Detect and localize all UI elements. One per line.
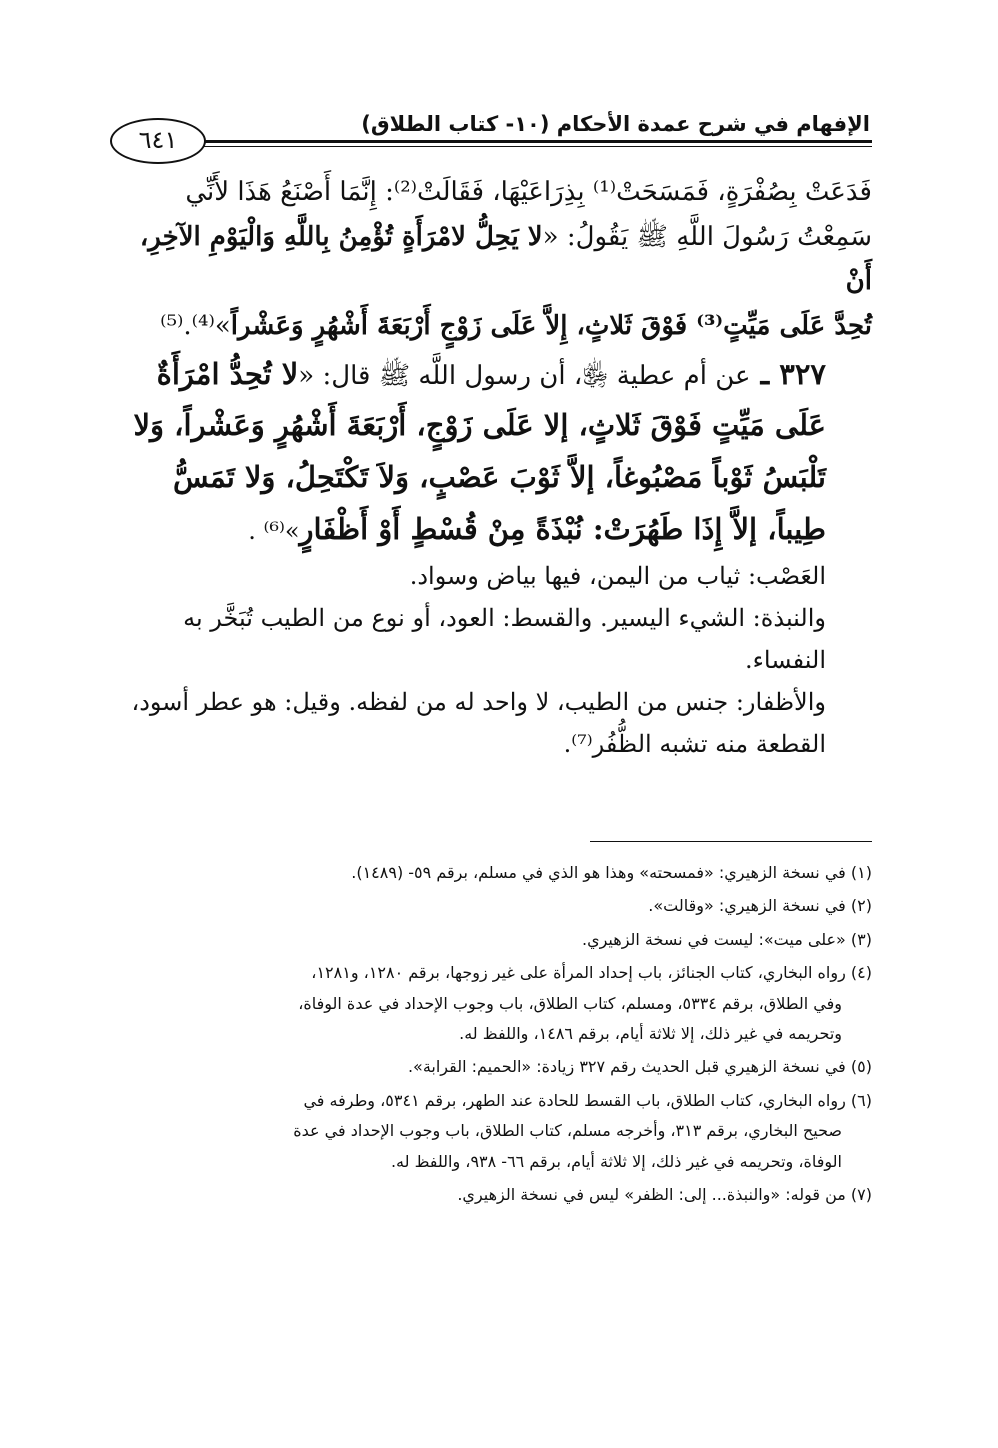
footnotes (126, 858, 872, 1213)
running-header-title: الإفهام في شرح عمدة الأحكام (١٠- كتاب الطلاق) (361, 112, 870, 136)
footnote-6-cont-1: صحيح البخاري، برقم ٣١٣، وأخرجه مسلم، كتاب الطلاق، باب وجوب الإحداد في عدة (293, 1121, 842, 1141)
footnote-6-cont-2: الوفاة، وتحريمه في غير ذلك، إلا ثلاثة أيام، برقم ٦٦- ٩٣٨، واللفظ له. (390, 1151, 842, 1171)
gloss-azfar: والأظفار: جنس من الطيب، لا واحد له من لفظه. وقيل: هو عطر أسود، القطعة منه تشبه الظُّفُر⁽⁷⁾. (131, 688, 826, 759)
main-text (126, 170, 872, 765)
gloss-nubdha: والنبذة: الشيء اليسير. والقسط: العود، أو نوع من الطيب تُبَخَّر به النفساء. (183, 604, 826, 675)
footnote-4: (٤) رواه البخاري، كتاب الجنائز، باب إحداد المرأة على غير زوجها، برقم ١٢٨٠، و١٢٨١، (311, 963, 872, 983)
footnote-7: (٧) من قوله: «والنبذة... إلى: الظفر» ليس في نسخة الزهيري. (457, 1184, 872, 1204)
header-rule-thin (198, 146, 872, 147)
footnote-separator (590, 841, 872, 842)
line-3-end: »⁽⁴⁾.⁽⁵⁾ (160, 311, 231, 342)
text-line-2 (126, 215, 872, 304)
page-number: ٦٤١ (138, 126, 178, 154)
hadith-text: لا تُحِدُّ امْرَأَةٌ عَلَى مَيِّتٍ فَوْقَ ثَلاثٍ، إلا عَلَى زَوْجٍ، أَرْبَعَةَ أَشْهُرٍ وَعَشْراً، وَلا تَلْبَسُ ثَوْباً مَصْبُوغاً، إلاَّ ثَوْبَ عَصْبٍ، وَلاَ تَكْتَحِلُ، وَلا تَمَسُّ طِيباً، إلاَّ إِذَا طَهُرَتْ: نُبْذَةً مِنْ قُسْطٍ أَوْ أَظْفَارٍ (133, 356, 826, 546)
hadith-number: ٣٢٧ ـ (760, 356, 826, 391)
line-3-bold: تُحِدَّ عَلَى مَيِّتٍ⁽³⁾ فَوْقَ ثَلاثٍ، إِلاَّ عَلَى زَوْجٍ أَرْبَعَةَ أَشْهُرٍ وَعَشْراً (230, 311, 872, 342)
header-rule-thick (198, 140, 872, 143)
footnote-4-cont-2: وتحريمه في غير ذلك، إلا ثلاثة أيام، برقم ١٤٨٦، واللفظ له. (459, 1023, 842, 1043)
text-line-1 (126, 170, 872, 215)
footnote-3: (٣) «على ميت»: ليست في نسخة الزهيري. (581, 929, 872, 949)
footnote-1: (١) في نسخة الزهيري: «فمسحته» وهذا هو الذي في مسلم، برقم ٥٩- (١٤٨٩). (351, 863, 872, 882)
hadith-end: »⁽⁶⁾ . (248, 516, 300, 545)
hadith-paragraph (126, 349, 872, 555)
gloss-asb: العَصْب: ثياب من اليمن، فيها بياض وسواد. (409, 562, 826, 591)
footnote-5: (٥) في نسخة الزهيري قبل الحديث رقم ٣٢٧ زيادة: «الحميم: القرابة». (407, 1057, 872, 1077)
hadith-intro: عن أم عطية ﵂، أن رسول اللَّه ﷺ قال: « (298, 360, 751, 391)
text-line-3 (126, 304, 872, 349)
footnote-6: (٦) رواه البخاري، كتاب الطلاق، باب القسط للحادة عند الطهر، برقم ٥٣٤١، وطرفه في (303, 1090, 872, 1110)
footnote-2: (٢) في نسخة الزهيري: «وقالت». (648, 896, 872, 916)
line-2-plain: سَمِعْتُ رَسُولَ اللَّهِ ﷺ يَقُولُ: « (542, 221, 872, 252)
footnote-4-cont-1: وفي الطلاق، برقم ٥٣٣٤، ومسلم، كتاب الطلاق، باب وجوب الإحداد في عدة الوفاة، (298, 993, 842, 1013)
line-1-text: فَدَعَتْ بِصُفْرَةٍ، فَمَسَحَتْ⁽¹⁾ بِذِرَاعَيْهَا، فَقَالَتْ⁽²⁾: إِنَّمَا أَصْنَعُ هَذَا لأَنِّي (185, 177, 872, 207)
page-number-oval (110, 118, 206, 164)
line-2-bold: لا يَحِلُّ لامْرَأَةٍ تُؤْمِنُ بِاللَّهِ وَالْيَوْمِ الآخِرِ، أَنْ (139, 221, 872, 297)
